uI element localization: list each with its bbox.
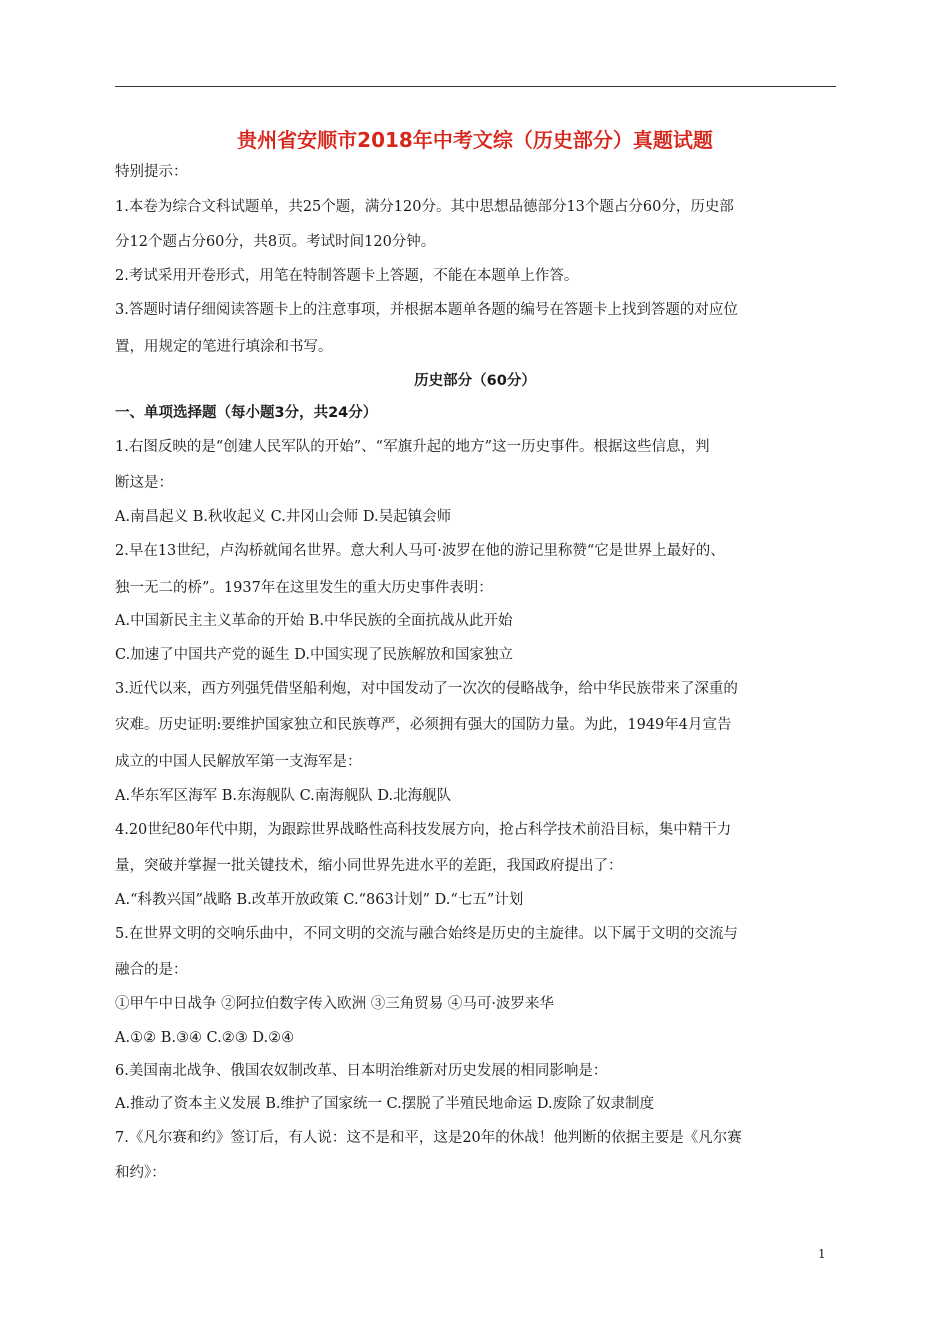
option-line: C.加速了中国共产党的诞生 D.中国实现了民族解放和国家独立 <box>115 647 514 663</box>
part-title: 一、单项选择题（每小题3分，共24分） <box>115 405 378 421</box>
option-line: A.南昌起义 B.秋收起义 C.井冈山会师 D.吴起镇会师 <box>115 509 452 525</box>
question-line: 量，突破并掌握一批关键技术，缩小同世界先进水平的差距，我国政府提出了： <box>115 858 623 874</box>
option-line: A.华东军区海军 B.东海舰队 C.南海舰队 D.北海舰队 <box>115 788 452 804</box>
question-line: 断这是： <box>115 475 173 491</box>
question-line: 6.美国南北战争、俄国农奴制改革、日本明治维新对历史发展的相同影响是： <box>115 1063 608 1079</box>
question-line: 5.在世界文明的交响乐曲中，不同文明的交流与融合始终是历史的主旋律。以下属于文明的交流与 <box>115 926 738 942</box>
notice-line: 分12个题占分60分，共8页。考试时间120分钟。 <box>115 234 436 250</box>
question-line: 灾难。历史证明:要维护国家独立和民族尊严，必须拥有强大的国防力量。为此，1949年4月宣告 <box>115 717 732 733</box>
notice-line: 2.考试采用开卷形式，用笔在特制答题卡上答题，不能在本题单上作答。 <box>115 268 579 284</box>
question-line: 独一无二的桥”。1937年在这里发生的重大历史事件表明： <box>115 580 493 596</box>
document-title: 贵州省安顺市2018年中考文综（历史部分）真题试题 <box>237 128 713 152</box>
question-line: 7.《凡尔赛和约》签订后，有人说：这不是和平，这是20年的休战！他判断的依据主要是《凡尔赛 <box>115 1130 742 1146</box>
notice-line: 3.答题时请仔细阅读答题卡上的注意事项，并根据本题单各题的编号在答题卡上找到答题的对应位 <box>115 302 738 318</box>
notice-line: 置，用规定的笔进行填涂和书写。 <box>115 339 333 355</box>
option-line: A.“科教兴国”战略 B.改革开放政策 C.“863计划” D.“七五”计划 <box>115 892 524 908</box>
notice-heading: 特别提示： <box>115 164 188 180</box>
option-line: ①甲午中日战争 ②阿拉伯数字传入欧洲 ③三角贸易 ④马可·波罗来华 <box>115 996 554 1012</box>
question-line: 和约》： <box>115 1165 166 1181</box>
question-line: 4.20世纪80年代中期，为跟踪世界战略性高科技发展方向，抢占科学技术前沿目标，集中精干力 <box>115 822 732 838</box>
question-line: 2.早在13世纪，卢沟桥就闻名世界。意大利人马可·波罗在他的游记里称赞“它是世界上最好的、 <box>115 543 725 559</box>
option-line: A.中国新民主主义革命的开始 B.中华民族的全面抗战从此开始 <box>115 613 513 629</box>
page-number: 1 <box>818 1247 826 1261</box>
question-line: 融合的是： <box>115 962 188 978</box>
notice-line: 1.本卷为综合文科试题单，共25个题，满分120分。其中思想品德部分13个题占分60分，历史部 <box>115 199 734 215</box>
question-line: 成立的中国人民解放军第一支海军是： <box>115 754 362 770</box>
header-rule <box>115 86 836 87</box>
option-line: A.①② B.③④ C.②③ D.②④ <box>115 1030 295 1046</box>
question-line: 3.近代以来，西方列强凭借坚船利炮，对中国发动了一次次的侵略战争，给中华民族带来了深重的 <box>115 681 738 697</box>
question-line: 1.右图反映的是“创建人民军队的开始”、“军旗升起的地方”这一历史事件。根据这些信息，判 <box>115 439 710 455</box>
option-line: A.推动了资本主义发展 B.维护了国家统一 C.摆脱了半殖民地命运 D.废除了奴隶制度 <box>115 1096 655 1112</box>
section-title: 历史部分（60分） <box>414 373 536 389</box>
